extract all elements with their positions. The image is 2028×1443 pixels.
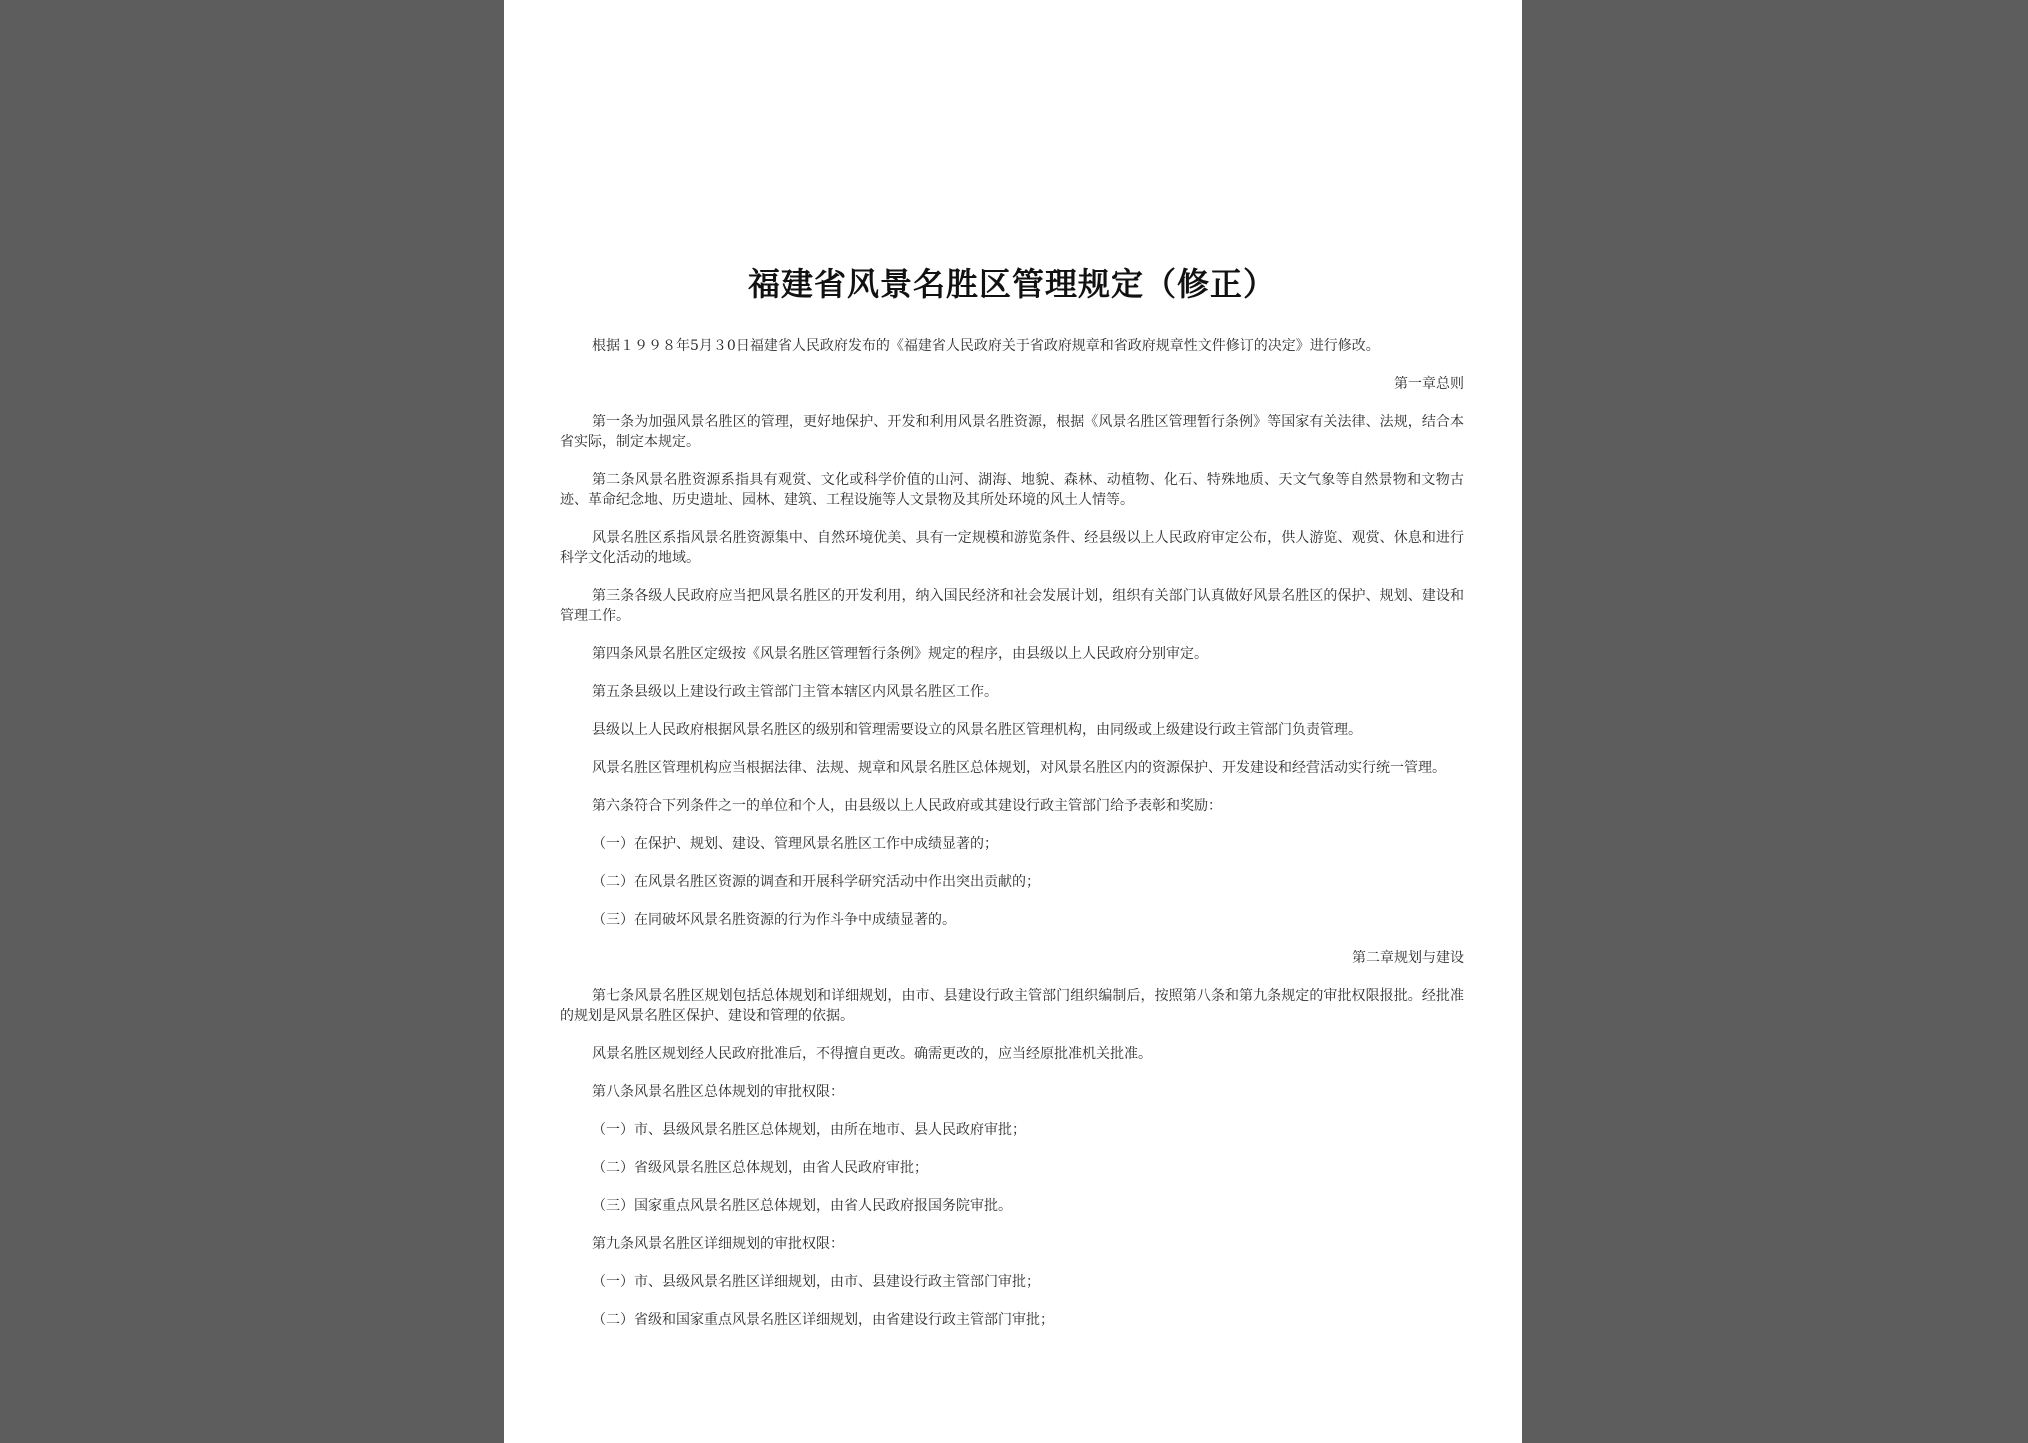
paragraph: （一）在保护、规划、建设、管理风景名胜区工作中成绩显著的； xyxy=(592,836,998,852)
document-page xyxy=(504,0,1522,1443)
document-title: 福建省风景名胜区管理规定（修正） xyxy=(747,265,1276,303)
document-body xyxy=(560,336,1464,1330)
paragraph: 根据１９９８年5月３0日福建省人民政府发布的《福建省人民政府关于省政府规章和省政府规章性文件修订的决定》进行修改。 xyxy=(592,338,1380,354)
paragraph: 第九条风景名胜区详细规划的审批权限： xyxy=(592,1236,844,1252)
paragraph: （三）在同破坏风景名胜资源的行为作斗争中成绩显著的。 xyxy=(592,912,956,928)
paragraph: 第六条符合下列条件之一的单位和个人，由县级以上人民政府或其建设行政主管部门给予表彰和奖励： xyxy=(592,798,1222,814)
page-content xyxy=(560,262,1464,1348)
paragraph: 第三条各级人民政府应当把风景名胜区的开发利用，纳入国民经济和社会发展计划，组织有关部门认真做好风景名胜区的保护、规划、建设和管理工作。 xyxy=(560,588,1464,624)
paragraph: （一）市、县级风景名胜区总体规划，由所在地市、县人民政府审批； xyxy=(592,1122,1026,1138)
paragraph: （一）市、县级风景名胜区详细规划，由市、县建设行政主管部门审批； xyxy=(592,1274,1040,1290)
paragraph: （二）省级和国家重点风景名胜区详细规划，由省建设行政主管部门审批； xyxy=(592,1312,1054,1328)
chapter-heading: 第二章规划与建设 xyxy=(1352,950,1464,966)
paragraph: 第四条风景名胜区定级按《风景名胜区管理暂行条例》规定的程序，由县级以上人民政府分别审定。 xyxy=(592,646,1208,662)
chapter-heading: 第一章总则 xyxy=(1394,376,1464,392)
paragraph: 县级以上人民政府根据风景名胜区的级别和管理需要设立的风景名胜区管理机构，由同级或上级建设行政主管部门负责管理。 xyxy=(592,722,1362,738)
paragraph: 第五条县级以上建设行政主管部门主管本辖区内风景名胜区工作。 xyxy=(592,684,998,700)
paragraph: 风景名胜区系指风景名胜资源集中、自然环境优美、具有一定规模和游览条件、经县级以上人民政府审定公布，供人游览、观赏、休息和进行科学文化活动的地域。 xyxy=(560,530,1464,566)
paragraph: 第八条风景名胜区总体规划的审批权限： xyxy=(592,1084,844,1100)
paragraph: 第二条风景名胜资源系指具有观赏、文化或科学价值的山河、湖海、地貌、森林、动植物、化石、特殊地质、天文气象等自然景物和文物古迹、革命纪念地、历史遗址、园林、建筑、工程设施等人文景物及其所处环境的风土人情等。 xyxy=(560,472,1464,508)
paragraph: （二）省级风景名胜区总体规划，由省人民政府审批； xyxy=(592,1160,928,1176)
paragraph: 第一条为加强风景名胜区的管理，更好地保护、开发和利用风景名胜资源，根据《风景名胜区管理暂行条例》等国家有关法律、法规，结合本省实际，制定本规定。 xyxy=(560,414,1464,450)
paragraph: （二）在风景名胜区资源的调查和开展科学研究活动中作出突出贡献的； xyxy=(592,874,1040,890)
paragraph: 风景名胜区管理机构应当根据法律、法规、规章和风景名胜区总体规划，对风景名胜区内的资源保护、开发建设和经营活动实行统一管理。 xyxy=(592,760,1446,776)
paragraph: 第七条风景名胜区规划包括总体规划和详细规划，由市、县建设行政主管部门组织编制后，按照第八条和第九条规定的审批权限报批。经批准的规划是风景名胜区保护、建设和管理的依据。 xyxy=(560,988,1464,1024)
paragraph: 风景名胜区规划经人民政府批准后，不得擅自更改。确需更改的，应当经原批准机关批准。 xyxy=(592,1046,1152,1062)
paragraph: （三）国家重点风景名胜区总体规划，由省人民政府报国务院审批。 xyxy=(592,1198,1012,1214)
